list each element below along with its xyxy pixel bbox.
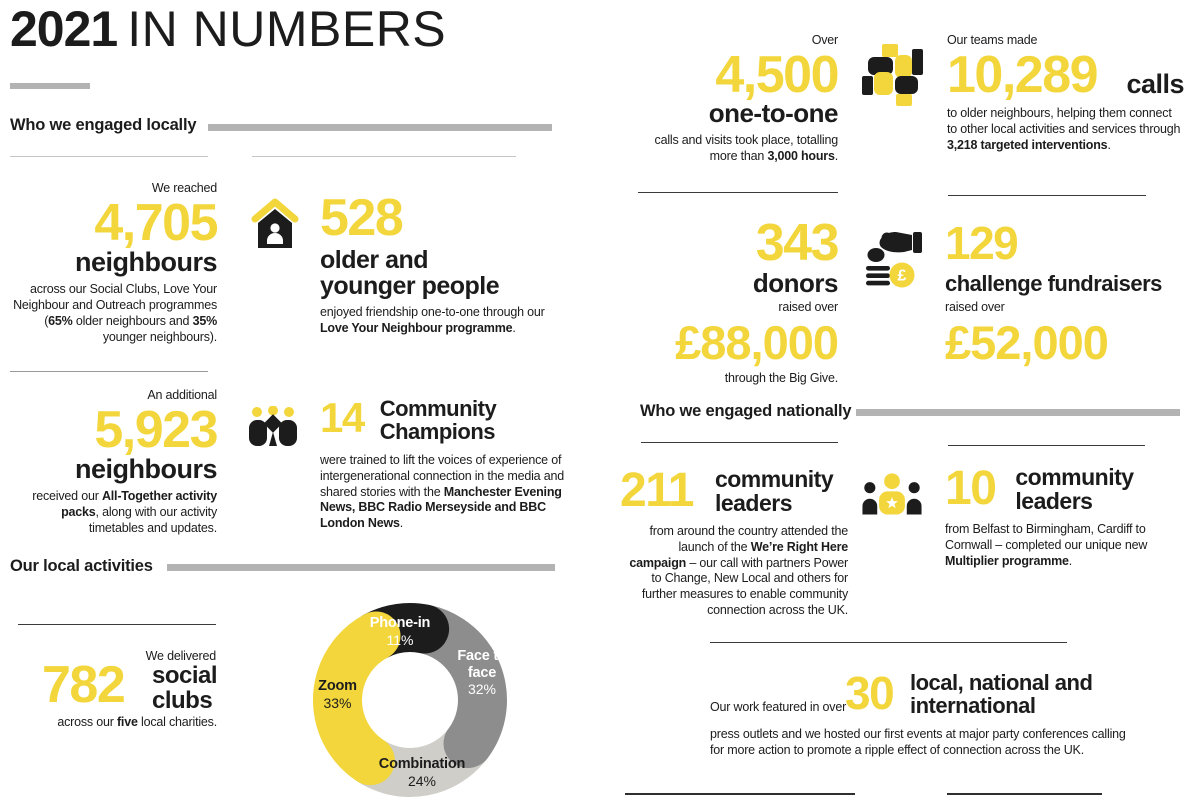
- stat-fundraisers: [945, 217, 1185, 370]
- stat-label: Community Champions: [379, 396, 497, 444]
- heading-bar-national: [856, 409, 1180, 416]
- divider: [641, 442, 838, 443]
- community-leaders-icon: [861, 472, 923, 520]
- stat-number: 211: [620, 464, 693, 517]
- stat-leaders-national: [620, 464, 848, 619]
- stat-description: through the Big Give.: [724, 371, 838, 386]
- stat-donors: [625, 214, 838, 387]
- clasped-hands-icon: [862, 44, 924, 106]
- stat-intro: An additional: [147, 388, 217, 402]
- stat-label: donors: [752, 268, 838, 299]
- stat-additional-neighbours: [10, 388, 217, 537]
- stat-label: challenge fundraisers: [945, 270, 1162, 296]
- stat-description: enjoyed friendship one-to-one through our Love Your Neighbour programme.: [320, 305, 545, 336]
- divider: [710, 642, 1067, 643]
- stat-description: received our All-Together activity packs, along with our activity timetables and updates.: [32, 489, 217, 536]
- stat-label: local, national and international: [910, 670, 1093, 718]
- section-heading-national: Who we engaged nationally: [640, 402, 852, 420]
- stat-intro: Over: [811, 33, 838, 47]
- stat-description: press outlets and we hosted our first events at major party conferences calling for more action to promote a ripple effect of connection across the UK.: [710, 727, 1126, 757]
- stat-label: neighbours: [75, 247, 217, 278]
- stat-intro: We delivered: [145, 649, 216, 663]
- stat-number: 782: [42, 656, 125, 714]
- stat-community-champions: [320, 394, 570, 532]
- heading-bar-local: [208, 124, 552, 131]
- stat-description: from Belfast to Birmingham, Cardiff to Cornwall – completed our unique new Multiplier programme.: [945, 521, 1148, 568]
- stat-label: older and younger people: [320, 246, 500, 301]
- divider: [10, 371, 208, 372]
- divider: [947, 793, 1102, 795]
- stat-description: from around the country attended the launch of the We’re Right Here campaign – our call with partners Power to Change, New Local and others for further measures to enable community connection across the UK.: [629, 523, 848, 618]
- stat-number: 14: [320, 394, 364, 441]
- stat-number: 4,500: [715, 45, 838, 104]
- stat-neighbours-reached: [10, 181, 217, 346]
- stat-number: 528: [320, 189, 403, 247]
- stat-label: calls: [1126, 69, 1184, 100]
- section-heading-activities: Our local activities: [10, 557, 153, 575]
- stat-label: neighbours: [75, 454, 217, 485]
- stat-team-calls: [947, 33, 1184, 154]
- stat-description: to older neighbours, helping them connect to other local activities and services through 3,218 targeted interventions.: [947, 106, 1181, 153]
- donut-label-zoom: Zoom 33%: [318, 678, 357, 711]
- divider: [638, 192, 838, 193]
- donut-label-phone-in: Phone-in 11%: [369, 615, 431, 648]
- section-heading-local: Who we engaged locally: [10, 116, 197, 134]
- house-icon: [250, 198, 300, 254]
- stat-sub: raised over: [945, 299, 1005, 314]
- stat-number: 10: [945, 462, 996, 515]
- stat-one-to-one: [625, 33, 838, 165]
- stat-number: 5,923: [94, 400, 217, 459]
- activities-donut-chart: [310, 600, 510, 800]
- donut-label-combination: Combination 24%: [378, 756, 466, 789]
- stat-intro: We reached: [151, 181, 217, 195]
- group-of-neighbours-icon: [248, 406, 298, 446]
- stat-description: across our Social Clubs, Love Your Neighbour and Outreach programmes (65% older neighbours and 35% younger neighbours).: [13, 282, 217, 344]
- divider: [948, 445, 1145, 446]
- stat-amount: £52,000: [945, 316, 1108, 370]
- divider: [252, 156, 516, 157]
- stat-leaders-multiplier: [945, 462, 1185, 569]
- hand-giving-coin-icon: [866, 226, 922, 288]
- divider: [10, 156, 208, 157]
- stat-description: across our five local charities.: [57, 715, 217, 729]
- title-rest: IN NUMBERS: [127, 1, 447, 57]
- heading-bar-activities: [167, 564, 555, 571]
- stat-older-younger-people: [320, 189, 555, 337]
- divider: [625, 793, 855, 795]
- stat-number: 4,705: [94, 193, 217, 252]
- stat-label: one-to-one: [708, 98, 838, 129]
- stat-amount: £88,000: [675, 316, 838, 370]
- stat-description: calls and visits took place, totalling more than 3,000 hours.: [654, 133, 838, 164]
- stat-number: 10,289: [947, 45, 1098, 104]
- stat-number: 129: [945, 217, 1018, 269]
- stat-number: 343: [755, 214, 838, 272]
- donut-label-face-to-face: Face to face 32%: [457, 648, 507, 698]
- stat-intro: Our teams made: [947, 33, 1038, 47]
- stat-label: social clubs: [152, 662, 218, 714]
- title-accent-bar: [10, 83, 90, 89]
- title-year: 2021: [10, 1, 118, 57]
- stat-intro: Our work featured in over: [710, 700, 847, 714]
- stat-label: community leaders: [714, 466, 834, 516]
- divider: [948, 195, 1146, 196]
- stat-sub: raised over: [778, 300, 838, 315]
- stat-label: community leaders: [1015, 464, 1134, 514]
- stat-description: were trained to lift the voices of experience of intergenerational connection in the media and shared stories with the Manchester Evening News, BBC Radio Merseyside and BBC London News.: [320, 452, 564, 531]
- page-title: [10, 1, 447, 57]
- svg-text:£: £: [897, 267, 907, 285]
- divider: [18, 624, 216, 625]
- stat-number: 30: [845, 667, 894, 719]
